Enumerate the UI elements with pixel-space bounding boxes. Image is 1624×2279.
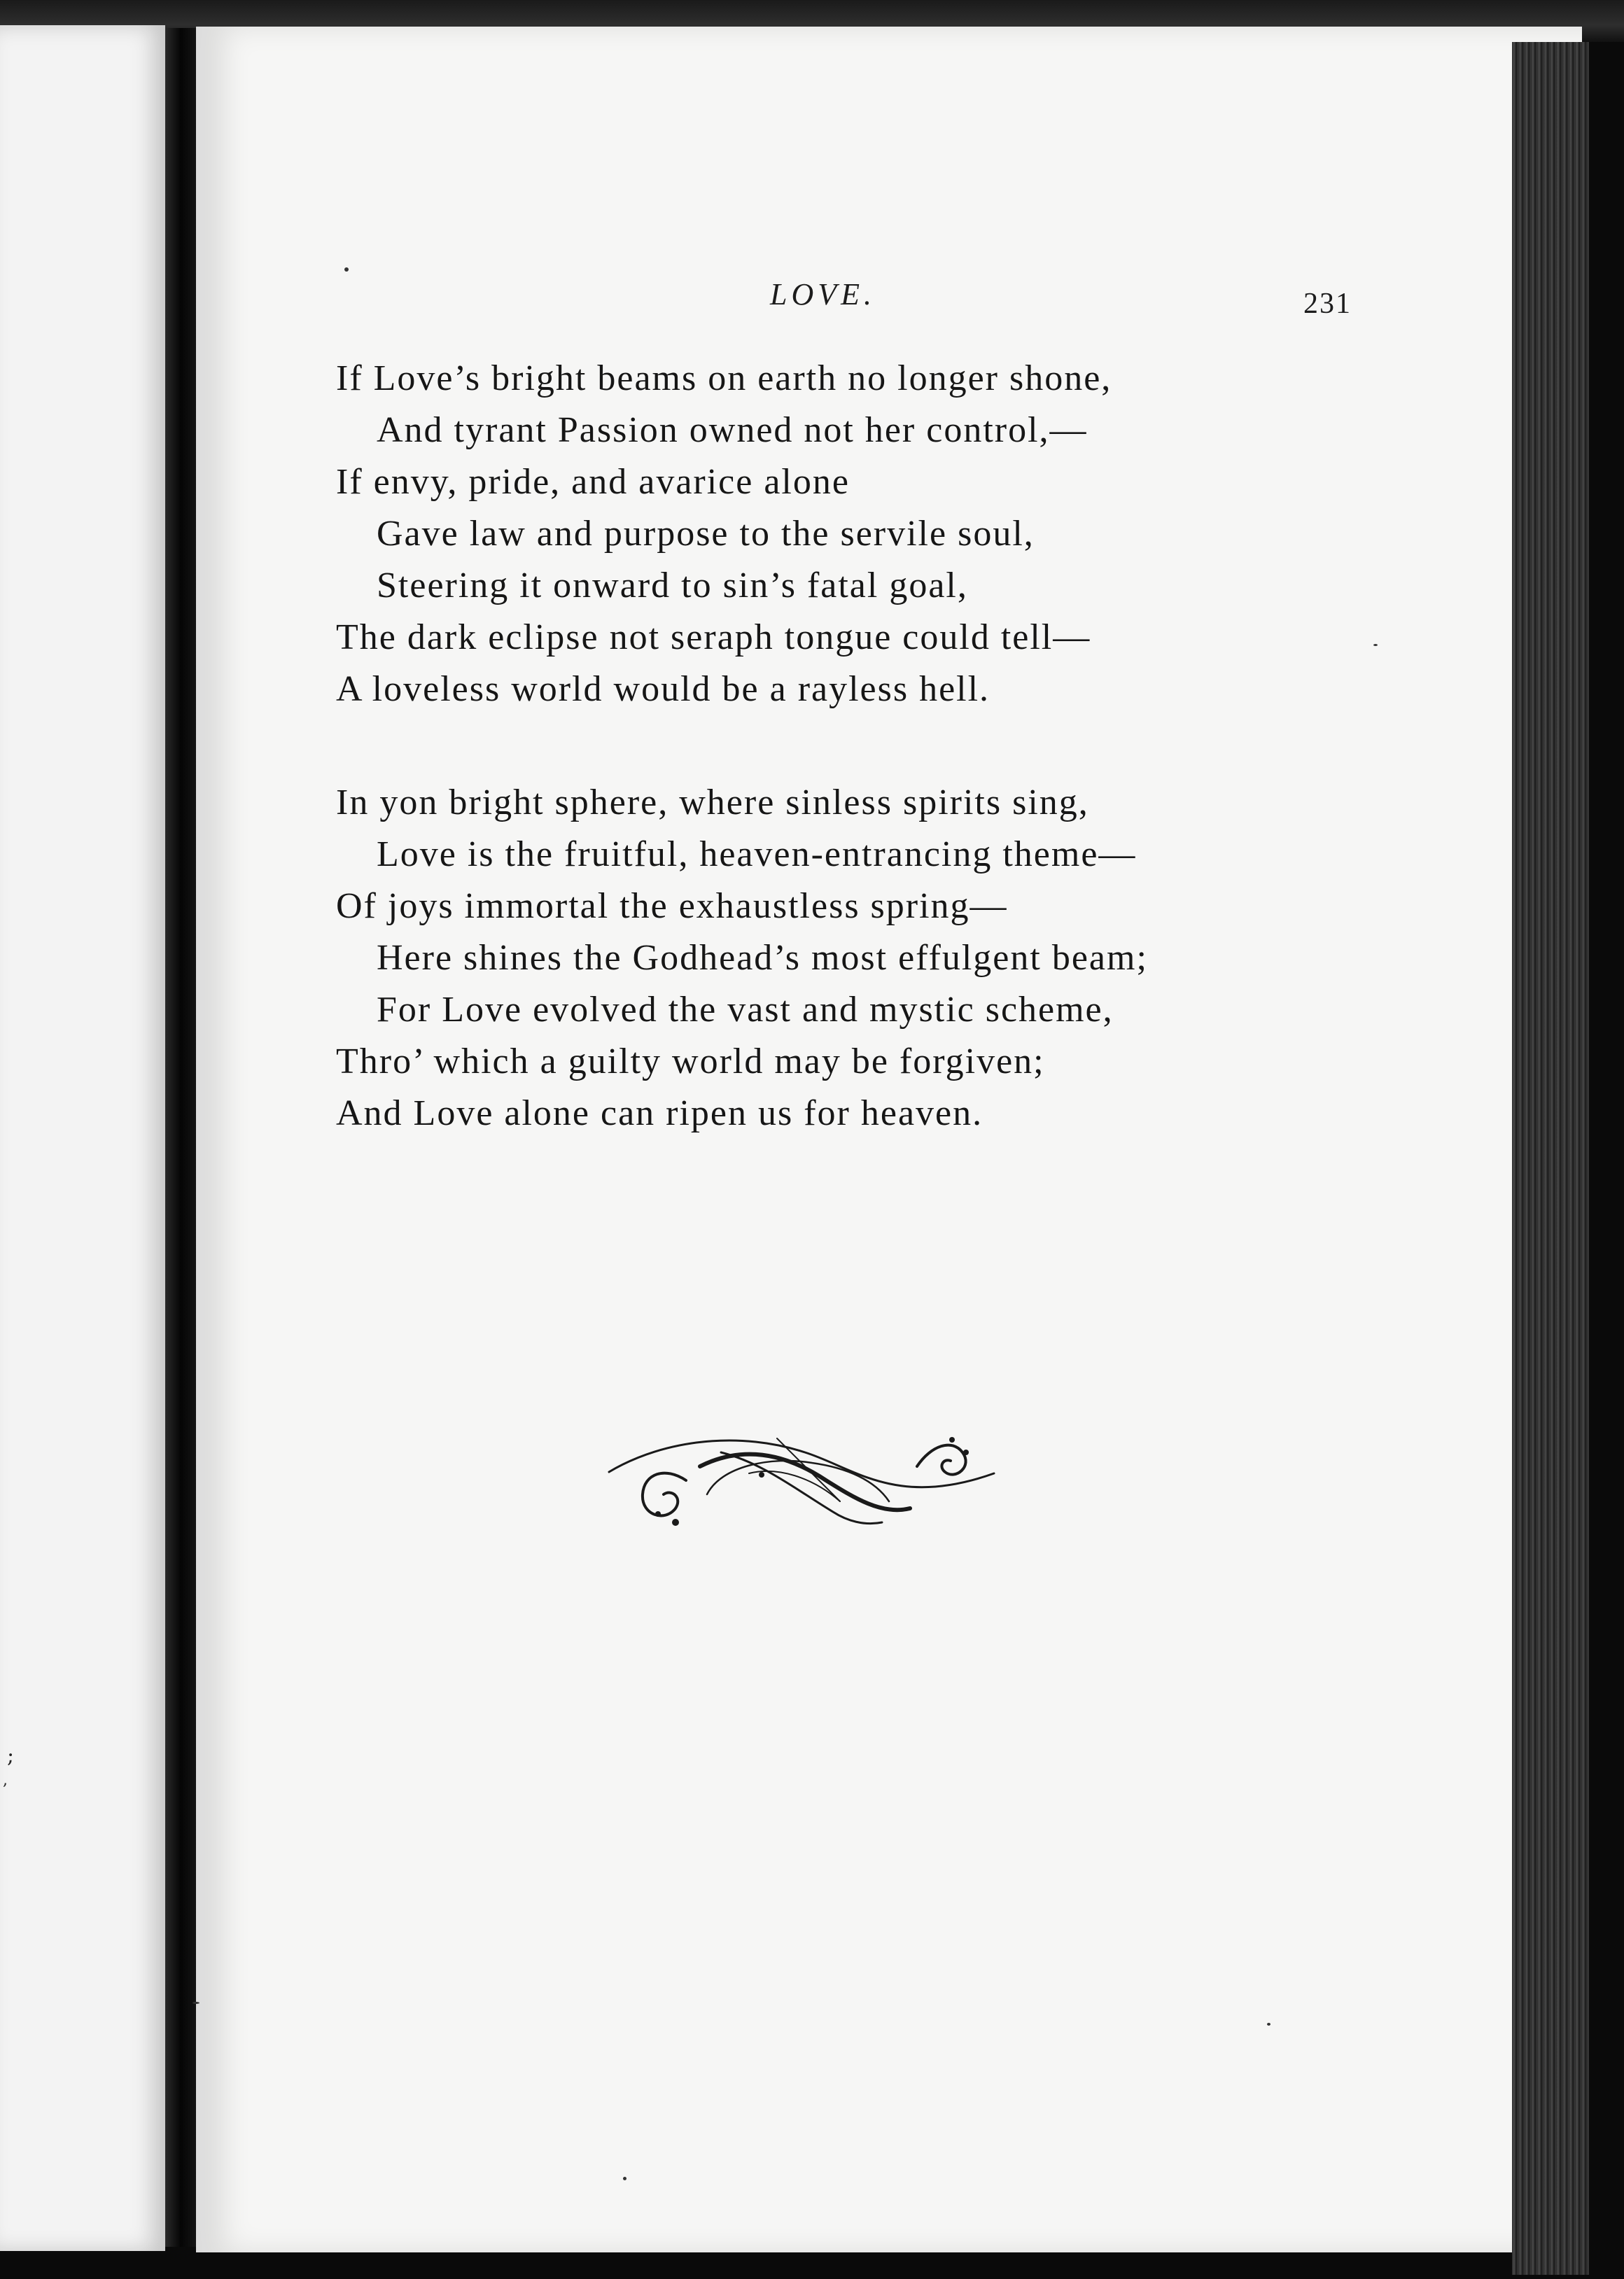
- stanza-2: [336, 777, 1148, 1140]
- poem-line: A loveless world would be a rayless hell.: [336, 669, 990, 709]
- poem-line: Here shines the Godhead’s most effulgent beam;: [377, 938, 1148, 978]
- scan-speck: [344, 267, 349, 272]
- left-page-mark: ;: [7, 1744, 15, 1768]
- poem-line: For Love evolved the vast and mystic scheme,: [377, 990, 1114, 1030]
- left-page-mark: ,: [3, 1772, 8, 1789]
- poem-line: Thro’ which a guilty world may be forgiven;: [336, 1042, 1045, 1081]
- scan-speck: [623, 2177, 626, 2180]
- poem-line: And Love alone can ripen us for heaven.: [336, 1093, 983, 1133]
- scan-speck: [1373, 644, 1378, 646]
- poem-line: If Love’s bright beams on earth no longer shone,: [336, 358, 1112, 398]
- poem-line: If envy, pride, and avarice alone: [336, 462, 850, 502]
- poem-line: In yon bright sphere, where sinless spirits sing,: [336, 783, 1089, 822]
- page-edge: [1512, 42, 1589, 2275]
- poem-line: Gave law and purpose to the servile soul,: [377, 514, 1035, 554]
- poem-line: And tyrant Passion owned not her control,—: [377, 410, 1088, 450]
- page-number: 231: [1303, 288, 1352, 320]
- left-page: [0, 25, 165, 2251]
- scan-speck: [192, 2002, 200, 2004]
- poem-line: Love is the fruitful, heaven-entrancing theme—: [377, 834, 1137, 874]
- poem-line: Steering it onward to sin’s fatal goal,: [377, 566, 968, 605]
- running-head: LOVE.: [770, 277, 876, 311]
- flourish-ornament-icon: [602, 1424, 1001, 1550]
- poem-line: Of joys immortal the exhaustless spring—: [336, 886, 1008, 926]
- stanza-1: [336, 353, 1112, 715]
- scan-speck: [1267, 2023, 1270, 2026]
- poem-line: The dark eclipse not seraph tongue could tell—: [336, 617, 1091, 657]
